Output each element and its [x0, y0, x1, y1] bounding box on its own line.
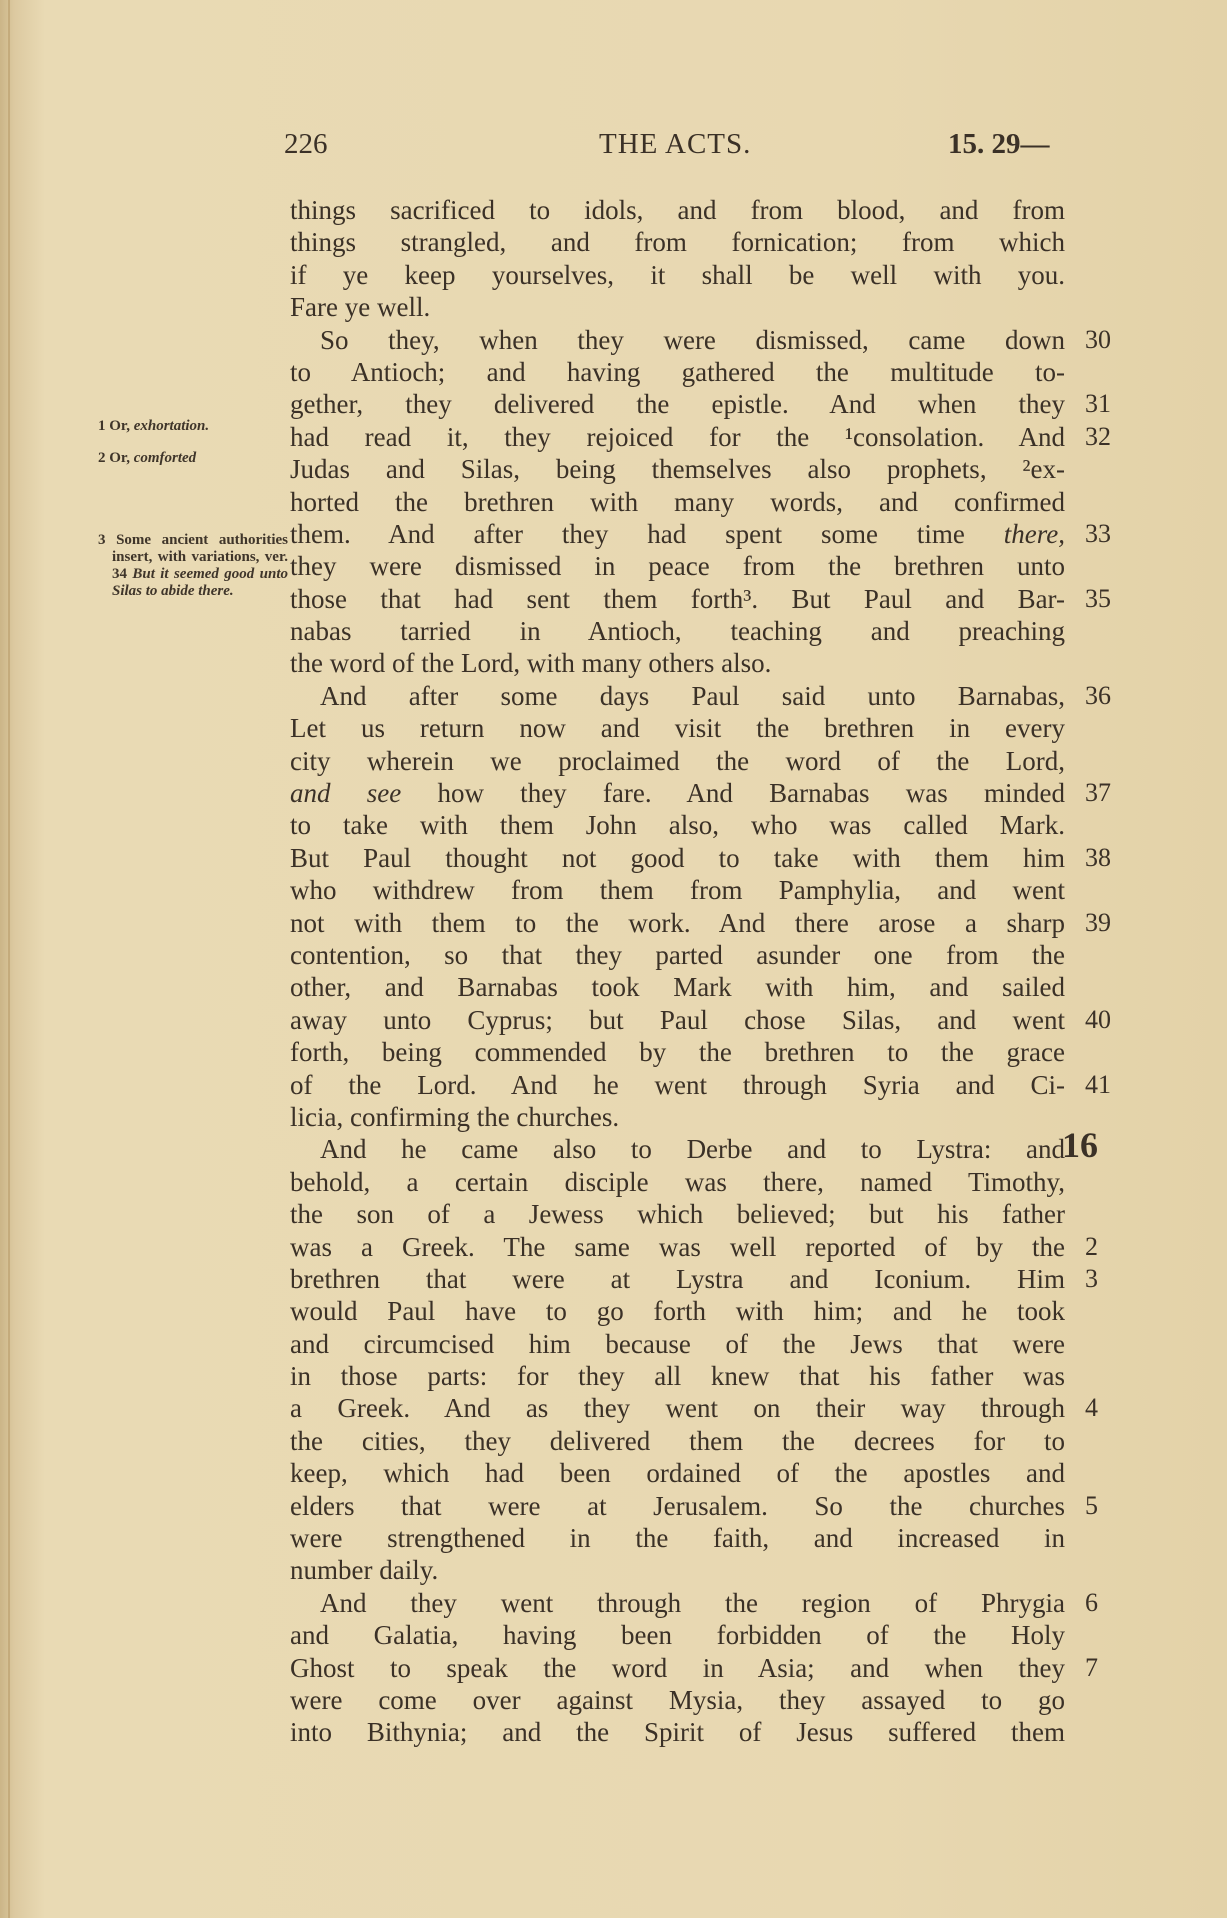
line-text: Fare ye well.	[290, 292, 431, 323]
text-line	[290, 777, 1111, 809]
text-line	[290, 486, 1065, 518]
margin-note-3	[98, 532, 288, 600]
chapter-verse-reference: 15. 29—	[948, 128, 1050, 160]
text-line	[290, 939, 1065, 971]
line-text: how they fare. And Barnabas was minded	[401, 778, 1065, 809]
verse-number: 41	[1085, 1069, 1111, 1099]
line-text: contention, so that they parted asunder one from the	[290, 939, 1065, 970]
line-text: And he came also to Derbe and to Lystra: and	[320, 1134, 1065, 1165]
line-text: away unto Cyprus; but Paul chose Silas, and went	[290, 1004, 1065, 1035]
line-text: the word of the Lord, with many others also.	[290, 648, 772, 679]
verse-number: 6	[1085, 1587, 1098, 1617]
text-line	[290, 324, 1111, 356]
line-text: city wherein we proclaimed the word of the Lord,	[290, 745, 1065, 776]
note-italic: But it seemed good unto Silas to abide there.	[112, 566, 289, 599]
text-line	[290, 1198, 1065, 1230]
text-line	[290, 1554, 1065, 1586]
line-text: behold, a certain disciple was there, named Timothy,	[290, 1166, 1065, 1197]
book-title: THE ACTS.	[599, 128, 752, 160]
text-line	[290, 1522, 1065, 1554]
text-line	[290, 1166, 1065, 1198]
text-line	[290, 194, 1065, 226]
note-text: Or,	[109, 450, 130, 466]
line-text: into Bithynia; and the Spirit of Jesus suffered them	[290, 1717, 1065, 1748]
line-text: And after some days Paul said unto Barnabas,	[320, 680, 1065, 711]
line-text: to take with them John also, who was called Mark.	[290, 810, 1065, 841]
line-text: of the Lord. And he went through Syria and Ci-	[290, 1069, 1065, 1100]
verse-number: 31	[1085, 389, 1111, 419]
text-line	[290, 518, 1111, 550]
line-text: who withdrew from them from Pamphylia, and went	[290, 875, 1065, 906]
line-text: would Paul have to go forth with him; and he took	[290, 1296, 1065, 1327]
line-text: a Greek. And as they went on their way through	[290, 1393, 1065, 1424]
line-text: if ye keep yourselves, it shall be well with you.	[290, 259, 1065, 290]
text-line	[290, 745, 1065, 777]
text-line	[290, 1425, 1065, 1457]
line-text: the cities, they delivered them the decrees for to	[290, 1425, 1065, 1456]
text-line	[290, 647, 1065, 679]
running-header	[284, 128, 1069, 168]
line-text: other, and Barnabas took Mark with him, and sailed	[290, 972, 1065, 1003]
note-number: 3	[98, 532, 106, 548]
text-line	[290, 1328, 1065, 1360]
text-line	[290, 1490, 1098, 1522]
verse-number: 36	[1085, 680, 1111, 710]
text-line	[290, 1101, 1065, 1133]
line-text: Judas and Silas, being themselves also prophets, ²ex-	[290, 454, 1065, 485]
line-text: licia, confirming the churches.	[290, 1101, 620, 1132]
note-text: Some ancient authorities insert, with variations, ver. 34	[112, 532, 288, 582]
line-text: keep, which had been ordained of the apostles and	[290, 1458, 1065, 1489]
text-line	[290, 583, 1111, 615]
text-line	[290, 1069, 1111, 1101]
text-line	[290, 809, 1065, 841]
verse-number: 32	[1085, 421, 1111, 451]
line-text: and circumcised him because of the Jews that were	[290, 1328, 1065, 1359]
line-text: things strangled, and from fornication; from which	[290, 227, 1065, 258]
line-text: number daily.	[290, 1555, 439, 1586]
text-line	[290, 1684, 1065, 1716]
note-italic: comforted	[133, 450, 197, 466]
verse-number: 3	[1085, 1263, 1098, 1293]
line-text: not with them to the work. And there arose a sharp	[290, 907, 1065, 938]
line-text: in those parts: for they all knew that his father was	[290, 1361, 1065, 1392]
text-line	[290, 971, 1065, 1003]
italic-text: there,	[1003, 518, 1065, 549]
verse-number: 35	[1085, 583, 1111, 613]
note-italic: exhortation.	[133, 418, 210, 434]
line-text: to Antioch; and having gathered the multitude to-	[290, 356, 1065, 387]
verse-number: 5	[1085, 1490, 1098, 1520]
line-text: forth, being commended by the brethren to the grace	[290, 1037, 1065, 1068]
line-text: But Paul thought not good to take with them him	[290, 842, 1065, 873]
text-line	[290, 615, 1065, 647]
text-line	[290, 1587, 1098, 1619]
text-line	[290, 1004, 1111, 1036]
text-line	[290, 421, 1111, 453]
line-text: were come over against Mysia, they assayed to go	[290, 1684, 1065, 1715]
line-text: nabas tarried in Antioch, teaching and preaching	[290, 616, 1065, 647]
line-text: horted the brethren with many words, and confirmed	[290, 486, 1065, 517]
line-text: was a Greek. The same was well reported of by the	[290, 1231, 1065, 1262]
verse-number: 4	[1085, 1393, 1098, 1423]
line-text: those that had sent them forth³. But Paul and Bar-	[290, 583, 1065, 614]
line-text: gether, they delivered the epistle. And when they	[290, 389, 1065, 420]
text-line	[290, 1295, 1065, 1327]
verse-number: 40	[1085, 1004, 1111, 1034]
text-line	[290, 356, 1065, 388]
chapter-number: 16	[1062, 1125, 1098, 1166]
text-line	[290, 1125, 1098, 1166]
line-text: And they went through the region of Phrygia	[320, 1587, 1065, 1618]
line-text: brethren that were at Lystra and Iconium. Him	[290, 1263, 1065, 1294]
text-line	[290, 680, 1111, 712]
text-line	[290, 1036, 1065, 1068]
text-line	[290, 907, 1111, 939]
note-text: Or,	[109, 418, 130, 434]
text-line	[290, 1263, 1098, 1295]
text-line	[290, 226, 1065, 258]
verse-number: 37	[1085, 778, 1111, 808]
text-line	[290, 259, 1065, 291]
line-text: and Galatia, having been forbidden of the Holy	[290, 1620, 1065, 1651]
line-text: things sacrificed to idols, and from blood, and from	[290, 195, 1065, 225]
text-line	[290, 1716, 1065, 1748]
line-text: Let us return now and visit the brethren in every	[290, 713, 1065, 744]
text-line	[290, 712, 1065, 744]
line-text: elders that were at Jerusalem. So the churches	[290, 1490, 1065, 1521]
text-line	[290, 1360, 1065, 1392]
verse-number: 30	[1085, 324, 1111, 354]
margin-note-2	[98, 450, 288, 467]
verse-number: 2	[1085, 1231, 1098, 1261]
text-line	[290, 842, 1111, 874]
note-number: 1	[98, 418, 106, 434]
page-edge	[8, 0, 10, 1918]
text-line	[290, 1231, 1098, 1263]
line-text: the son of a Jewess which believed; but his father	[290, 1199, 1065, 1230]
italic-text: and see	[290, 778, 402, 809]
verse-number: 38	[1085, 842, 1111, 872]
page-number: 226	[284, 128, 328, 160]
line-text: them. And after they had spent some time	[290, 518, 1004, 549]
text-line	[290, 1392, 1098, 1424]
line-text: Ghost to speak the word in Asia; and when they	[290, 1652, 1065, 1683]
line-text: they were dismissed in peace from the brethren unto	[290, 551, 1065, 582]
text-line	[290, 291, 1065, 323]
text-line	[290, 1457, 1065, 1489]
text-line	[290, 453, 1065, 485]
text-line	[290, 874, 1065, 906]
note-number: 2	[98, 450, 106, 466]
verse-number: 7	[1085, 1652, 1098, 1682]
verse-number: 39	[1085, 907, 1111, 937]
line-text: So they, when they were dismissed, came down	[320, 324, 1065, 355]
margin-note-1	[98, 418, 288, 435]
line-text: were strengthened in the faith, and increased in	[290, 1523, 1065, 1554]
text-line	[290, 1619, 1065, 1651]
line-text: had read it, they rejoiced for the ¹consolation. And	[290, 421, 1065, 452]
text-line	[290, 388, 1111, 420]
text-line	[290, 1652, 1098, 1684]
text-line	[290, 550, 1065, 582]
verse-number: 33	[1085, 518, 1111, 548]
scripture-text	[290, 194, 1111, 1749]
